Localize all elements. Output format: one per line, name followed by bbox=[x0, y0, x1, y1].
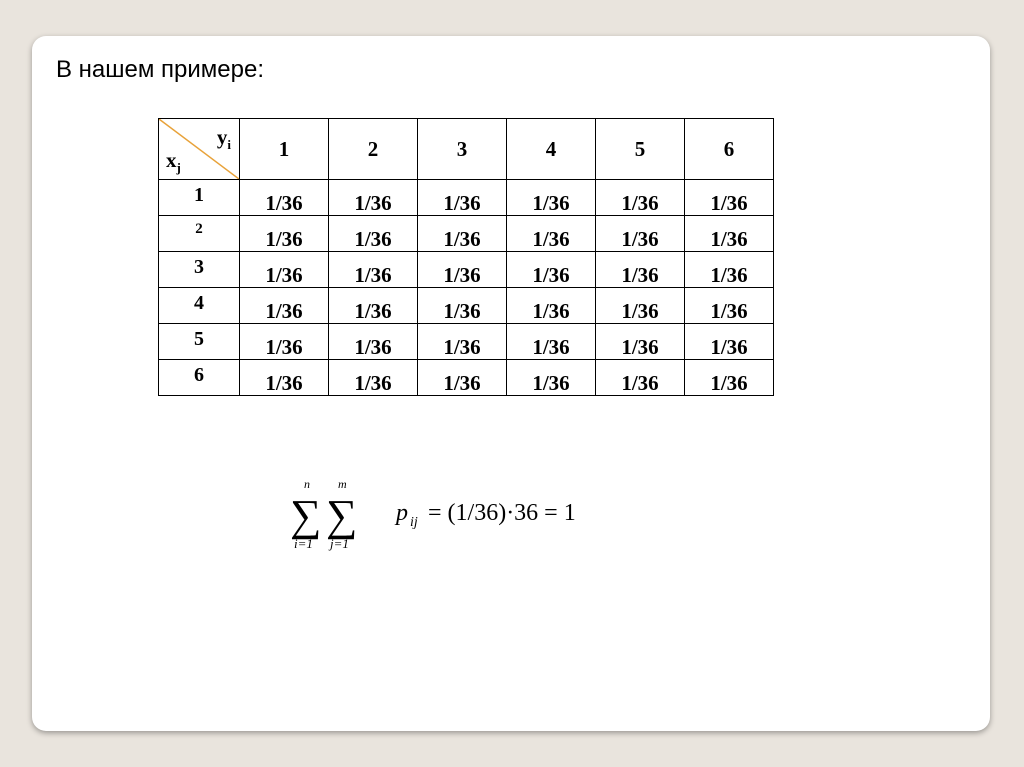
table-cell: 1/36 bbox=[240, 216, 329, 252]
sum1-upper: n bbox=[304, 478, 310, 491]
table-cell: 1/36 bbox=[240, 252, 329, 288]
col-header: 2 bbox=[329, 119, 418, 180]
table-cell: 1/36 bbox=[507, 360, 596, 396]
table-cell: 1/36 bbox=[596, 252, 685, 288]
col-header: 3 bbox=[418, 119, 507, 180]
row-header: 2 bbox=[159, 216, 240, 252]
table-cell: 1/36 bbox=[596, 180, 685, 216]
sum1-sigma: ∑ bbox=[290, 491, 322, 540]
table-cell: 1/36 bbox=[507, 252, 596, 288]
table-cell: 1/36 bbox=[596, 288, 685, 324]
probability-table bbox=[158, 118, 774, 396]
table-cell: 1/36 bbox=[507, 288, 596, 324]
table-cell: 1/36 bbox=[685, 288, 774, 324]
table-cell: 1/36 bbox=[329, 216, 418, 252]
sum-formula bbox=[290, 478, 610, 558]
table-row bbox=[159, 360, 774, 396]
term-p: p bbox=[396, 500, 408, 526]
col-header: 6 bbox=[685, 119, 774, 180]
corner-x-label: $x_j$ bbox=[166, 147, 181, 175]
table-cell: 1/36 bbox=[329, 288, 418, 324]
sum2-sigma: ∑ bbox=[326, 491, 358, 540]
row-header: 5 bbox=[159, 324, 240, 360]
slide-heading: В нашем примере: bbox=[56, 56, 265, 83]
table-cell: 1/36 bbox=[240, 324, 329, 360]
table-cell: 1/36 bbox=[418, 180, 507, 216]
sum2-lower: j=1 bbox=[330, 536, 349, 551]
table-row bbox=[159, 252, 774, 288]
table-cell: 1/36 bbox=[596, 324, 685, 360]
row-header: 1 bbox=[159, 180, 240, 216]
table-cell: 1/36 bbox=[596, 216, 685, 252]
header-row bbox=[159, 119, 774, 180]
table-cell: 1/36 bbox=[418, 360, 507, 396]
corner-y-label: $y_i$ bbox=[216, 125, 231, 153]
col-header: 1 bbox=[240, 119, 329, 180]
table-cell: 1/36 bbox=[685, 324, 774, 360]
table-cell: 1/36 bbox=[685, 180, 774, 216]
table-cell: 1/36 bbox=[507, 324, 596, 360]
row-header: 3 bbox=[159, 252, 240, 288]
table-cell: 1/36 bbox=[418, 288, 507, 324]
table-cell: 1/36 bbox=[507, 216, 596, 252]
formula-rhs: = (1/36)·36 = 1 bbox=[428, 500, 576, 526]
table-corner bbox=[159, 119, 240, 180]
sum2-upper: m bbox=[338, 478, 347, 491]
table-cell: 1/36 bbox=[685, 216, 774, 252]
table-cell: 1/36 bbox=[596, 360, 685, 396]
table-row bbox=[159, 216, 774, 252]
row-header: 4 bbox=[159, 288, 240, 324]
table-cell: 1/36 bbox=[418, 324, 507, 360]
table-cell: 1/36 bbox=[329, 324, 418, 360]
col-header: 5 bbox=[596, 119, 685, 180]
table-row bbox=[159, 180, 774, 216]
sum1-lower: i=1 bbox=[294, 536, 313, 551]
table-cell: 1/36 bbox=[507, 180, 596, 216]
table-cell: 1/36 bbox=[240, 360, 329, 396]
table-row bbox=[159, 288, 774, 324]
table-cell: 1/36 bbox=[240, 180, 329, 216]
table-row bbox=[159, 324, 774, 360]
col-header: 4 bbox=[507, 119, 596, 180]
table-cell: 1/36 bbox=[240, 288, 329, 324]
row-header: 6 bbox=[159, 360, 240, 396]
table-cell: 1/36 bbox=[685, 360, 774, 396]
formula-svg bbox=[290, 478, 610, 558]
table-cell: 1/36 bbox=[418, 216, 507, 252]
table-cell: 1/36 bbox=[329, 360, 418, 396]
table-cell: 1/36 bbox=[329, 180, 418, 216]
slide bbox=[32, 36, 990, 731]
table-cell: 1/36 bbox=[418, 252, 507, 288]
table-cell: 1/36 bbox=[329, 252, 418, 288]
term-sub: ij bbox=[410, 515, 418, 530]
table-cell: 1/36 bbox=[685, 252, 774, 288]
